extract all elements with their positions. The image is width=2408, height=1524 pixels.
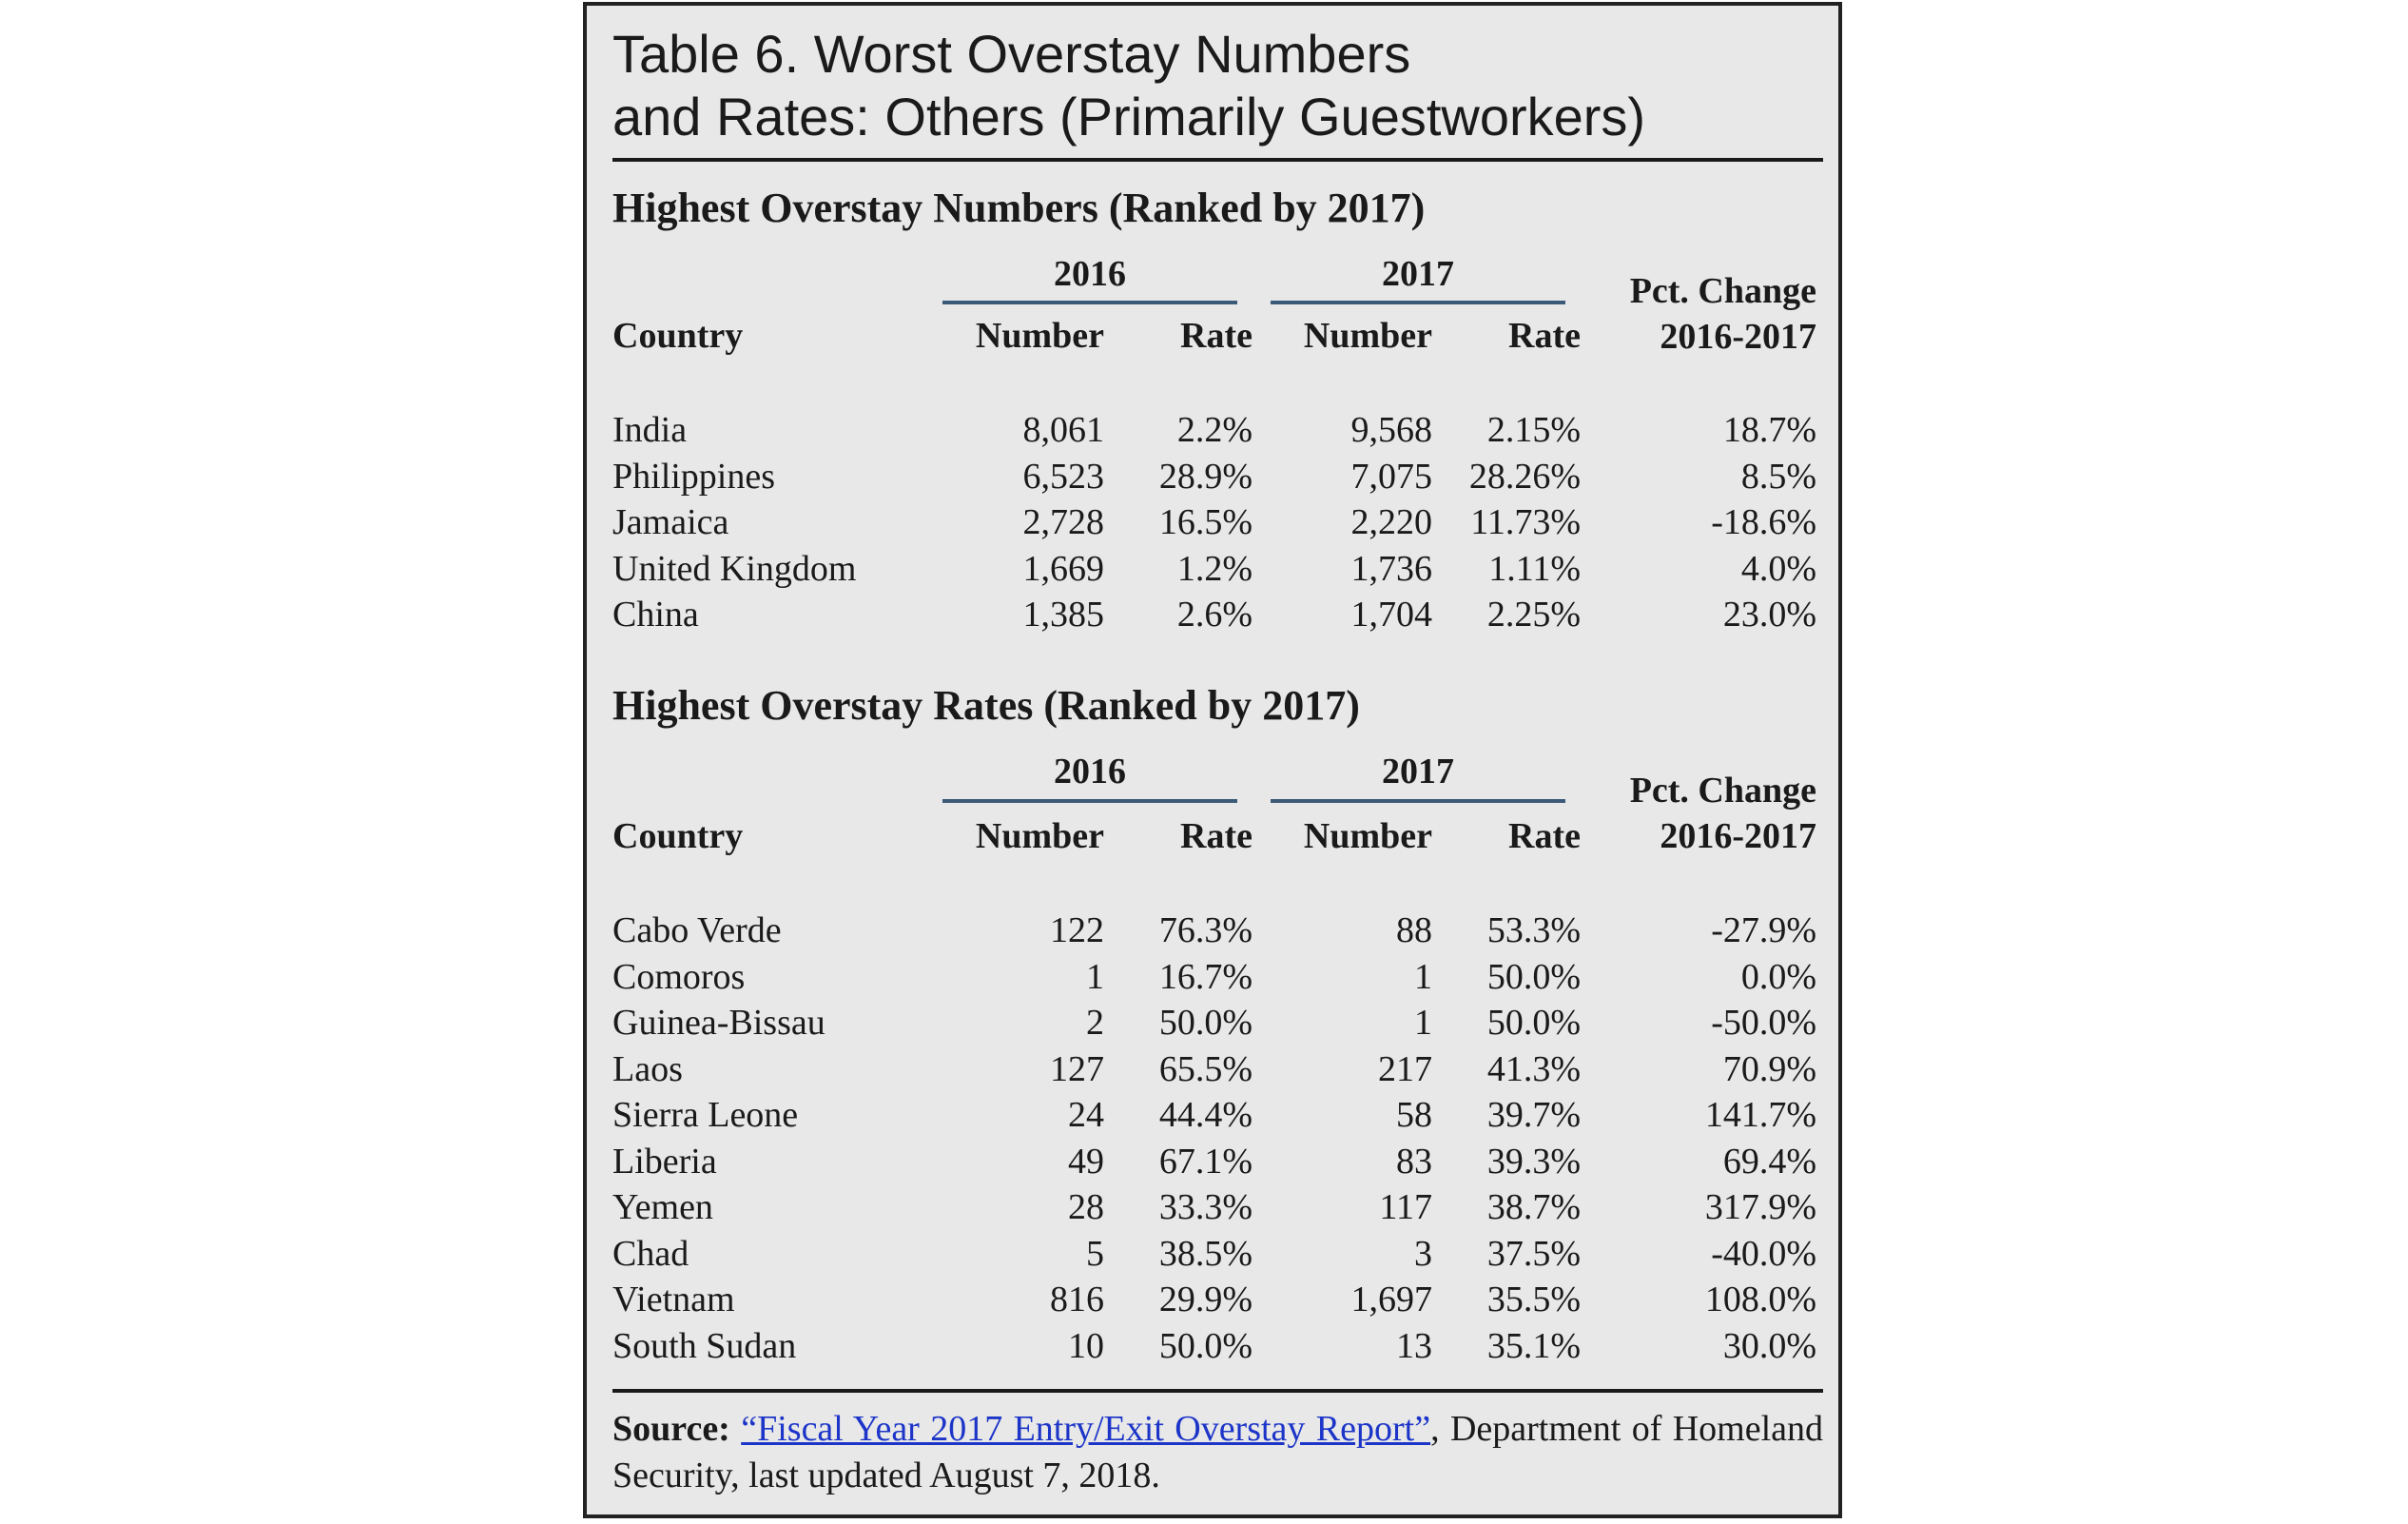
cell-country: Yemen xyxy=(612,1187,713,1227)
col-header-rate-2017: Rate xyxy=(1508,816,1581,856)
table-title xyxy=(612,23,1849,148)
table-row xyxy=(587,908,1838,954)
cell-number-2017: 1,736 xyxy=(1350,548,1432,589)
cell-country: South Sudan xyxy=(612,1325,797,1366)
cell-pct-change: 18.7% xyxy=(1722,410,1816,450)
cell-rate-2016: 1.2% xyxy=(1176,548,1253,589)
cell-rate-2016: 16.7% xyxy=(1158,956,1253,997)
table-row xyxy=(587,954,1838,1001)
section-heading-rates: Highest Overstay Rates (Ranked by 2017) xyxy=(612,682,1360,729)
source-divider xyxy=(612,1389,1823,1393)
col-header-number-2017: Number xyxy=(1303,316,1432,356)
cell-country: China xyxy=(612,595,699,635)
group-label-2016: 2016 xyxy=(1054,752,1126,791)
cell-number-2017: 88 xyxy=(1396,910,1432,950)
cell-rate-2016: 28.9% xyxy=(1158,456,1253,497)
table-row xyxy=(587,499,1838,546)
cell-number-2016: 28 xyxy=(1068,1187,1104,1227)
cell-rate-2017: 28.26% xyxy=(1468,456,1581,497)
cell-country: Philippines xyxy=(612,456,776,497)
cell-number-2016: 6,523 xyxy=(1022,456,1104,497)
cell-pct-change: 70.9% xyxy=(1722,1048,1816,1089)
cell-country: United Kingdom xyxy=(612,548,857,589)
cell-rate-2016: 2.6% xyxy=(1176,595,1253,635)
cell-number-2017: 9,568 xyxy=(1350,410,1432,450)
pct-change-header-line-2: 2016-2017 xyxy=(1660,317,1816,357)
cell-rate-2017: 50.0% xyxy=(1486,956,1581,997)
cell-pct-change: 69.4% xyxy=(1722,1141,1816,1182)
cell-number-2016: 24 xyxy=(1068,1095,1104,1135)
cell-rate-2016: 67.1% xyxy=(1158,1141,1253,1182)
cell-pct-change: 4.0% xyxy=(1740,548,1816,589)
pct-change-header-line-2: 2016-2017 xyxy=(1660,816,1816,856)
cell-number-2016: 816 xyxy=(1050,1280,1104,1319)
col-header-number-2017: Number xyxy=(1303,816,1432,856)
cell-number-2017: 58 xyxy=(1396,1095,1432,1135)
cell-rate-2016: 65.5% xyxy=(1158,1048,1253,1089)
cell-country: Comoros xyxy=(612,956,746,997)
table-row xyxy=(587,407,1838,454)
table-row xyxy=(587,1277,1838,1323)
cell-pct-change: 0.0% xyxy=(1740,956,1816,997)
col-header-number-2016: Number xyxy=(975,816,1104,856)
cell-number-2017: 13 xyxy=(1396,1325,1432,1366)
cell-rate-2017: 53.3% xyxy=(1486,910,1581,950)
cell-rate-2016: 44.4% xyxy=(1158,1095,1253,1135)
table-title-line-2: and Rates: Others (Primarily Guestworkers) xyxy=(612,87,1646,147)
cell-number-2017: 83 xyxy=(1396,1141,1432,1182)
table-row xyxy=(587,1000,1838,1046)
cell-pct-change: 30.0% xyxy=(1722,1325,1816,1366)
cell-number-2016: 1 xyxy=(1086,956,1104,997)
table-row xyxy=(587,1092,1838,1139)
cell-pct-change: 108.0% xyxy=(1704,1280,1816,1319)
cell-pct-change: -40.0% xyxy=(1711,1233,1816,1274)
cell-country: Laos xyxy=(612,1048,683,1089)
group-rule-2016 xyxy=(942,799,1237,803)
table-row xyxy=(587,454,1838,500)
cell-number-2016: 49 xyxy=(1068,1141,1104,1182)
cell-number-2017: 117 xyxy=(1379,1187,1432,1227)
table-row xyxy=(587,592,1838,638)
cell-number-2017: 1 xyxy=(1414,956,1432,997)
cell-rate-2017: 11.73% xyxy=(1470,502,1581,542)
table-row xyxy=(587,1046,1838,1093)
group-rule-2017 xyxy=(1271,301,1565,304)
col-header-number-2016: Number xyxy=(975,316,1104,356)
table-row xyxy=(587,1139,1838,1185)
cell-number-2017: 1,697 xyxy=(1350,1280,1432,1319)
cell-country: Guinea-Bissau xyxy=(612,1003,825,1043)
table-row xyxy=(587,1323,1838,1370)
cell-number-2016: 8,061 xyxy=(1022,410,1104,450)
cell-rate-2017: 50.0% xyxy=(1486,1003,1581,1043)
cell-rate-2016: 2.2% xyxy=(1176,410,1253,450)
cell-number-2016: 2,728 xyxy=(1022,502,1104,542)
cell-pct-change: -50.0% xyxy=(1711,1003,1816,1043)
pct-change-header-line-1: Pct. Change xyxy=(1629,771,1816,811)
cell-number-2016: 1,385 xyxy=(1022,595,1104,635)
cell-country: Jamaica xyxy=(612,502,729,542)
cell-country: Cabo Verde xyxy=(612,910,782,950)
cell-rate-2017: 2.15% xyxy=(1486,410,1581,450)
cell-number-2017: 217 xyxy=(1378,1048,1432,1089)
group-label-2016: 2016 xyxy=(1054,254,1126,294)
pct-change-header xyxy=(1630,268,1816,360)
source-text: , Department of Homeland Security, last updated August 7, 2018. xyxy=(612,1409,1824,1495)
cell-rate-2017: 35.5% xyxy=(1486,1280,1581,1319)
table-panel xyxy=(583,2,1842,1518)
col-header-country: Country xyxy=(612,316,744,356)
cell-number-2017: 1 xyxy=(1414,1003,1432,1043)
cell-number-2016: 122 xyxy=(1050,910,1104,950)
cell-country: Sierra Leone xyxy=(612,1095,799,1135)
table-row xyxy=(587,546,1838,593)
cell-number-2016: 2 xyxy=(1086,1003,1104,1043)
cell-rate-2016: 16.5% xyxy=(1158,502,1253,542)
cell-rate-2017: 38.7% xyxy=(1486,1187,1581,1227)
cell-number-2016: 5 xyxy=(1086,1233,1104,1274)
cell-pct-change: 23.0% xyxy=(1722,595,1816,635)
cell-number-2016: 127 xyxy=(1050,1048,1104,1089)
cell-rate-2017: 39.7% xyxy=(1486,1095,1581,1135)
table-title-line-1: Table 6. Worst Overstay Numbers xyxy=(612,24,1411,84)
cell-rate-2016: 29.9% xyxy=(1158,1280,1253,1319)
cell-pct-change: -27.9% xyxy=(1711,910,1816,950)
col-header-rate-2017: Rate xyxy=(1508,316,1581,356)
table-row xyxy=(587,1184,1838,1231)
numbers-table-body xyxy=(587,407,1838,638)
cell-country: Liberia xyxy=(612,1141,717,1182)
cell-country: Chad xyxy=(612,1233,689,1274)
source-note xyxy=(612,1406,1823,1499)
cell-pct-change: 141.7% xyxy=(1704,1095,1816,1135)
cell-pct-change: 8.5% xyxy=(1740,456,1816,497)
cell-rate-2016: 76.3% xyxy=(1158,910,1253,950)
cell-pct-change: -18.6% xyxy=(1711,502,1816,542)
cell-rate-2016: 50.0% xyxy=(1158,1325,1253,1366)
cell-rate-2016: 50.0% xyxy=(1158,1003,1253,1043)
group-label-2017: 2017 xyxy=(1382,254,1454,294)
col-header-rate-2016: Rate xyxy=(1180,316,1253,356)
col-header-country: Country xyxy=(612,816,744,856)
pct-change-header xyxy=(1630,768,1816,859)
cell-country: Vietnam xyxy=(612,1280,735,1319)
group-label-2017: 2017 xyxy=(1382,752,1454,791)
cell-number-2016: 1,669 xyxy=(1022,548,1104,589)
cell-rate-2017: 41.3% xyxy=(1486,1048,1581,1089)
cell-number-2016: 10 xyxy=(1068,1325,1104,1366)
group-rule-2017 xyxy=(1271,799,1565,803)
section-heading-numbers: Highest Overstay Numbers (Ranked by 2017) xyxy=(612,185,1426,231)
cell-number-2017: 3 xyxy=(1414,1233,1432,1274)
source-label: Source: xyxy=(612,1409,730,1449)
cell-rate-2017: 39.3% xyxy=(1486,1141,1581,1182)
source-report-link[interactable]: “Fiscal Year 2017 Entry/Exit Overstay Report” xyxy=(741,1409,1431,1449)
cell-rate-2016: 33.3% xyxy=(1158,1187,1253,1227)
group-rule-2016 xyxy=(942,301,1237,304)
cell-rate-2017: 35.1% xyxy=(1486,1325,1581,1366)
col-header-rate-2016: Rate xyxy=(1180,816,1253,856)
cell-country: India xyxy=(612,410,688,450)
rates-table-body xyxy=(587,908,1838,1369)
pct-change-header-line-1: Pct. Change xyxy=(1629,271,1816,311)
cell-rate-2017: 37.5% xyxy=(1486,1233,1581,1274)
title-divider xyxy=(612,158,1823,162)
cell-number-2017: 7,075 xyxy=(1350,456,1432,497)
cell-number-2017: 2,220 xyxy=(1350,502,1432,542)
table-row xyxy=(587,1231,1838,1278)
cell-number-2017: 1,704 xyxy=(1350,595,1432,635)
cell-rate-2017: 1.11% xyxy=(1488,548,1581,589)
cell-rate-2017: 2.25% xyxy=(1486,595,1581,635)
cell-pct-change: 317.9% xyxy=(1704,1187,1816,1227)
cell-rate-2016: 38.5% xyxy=(1158,1233,1253,1274)
